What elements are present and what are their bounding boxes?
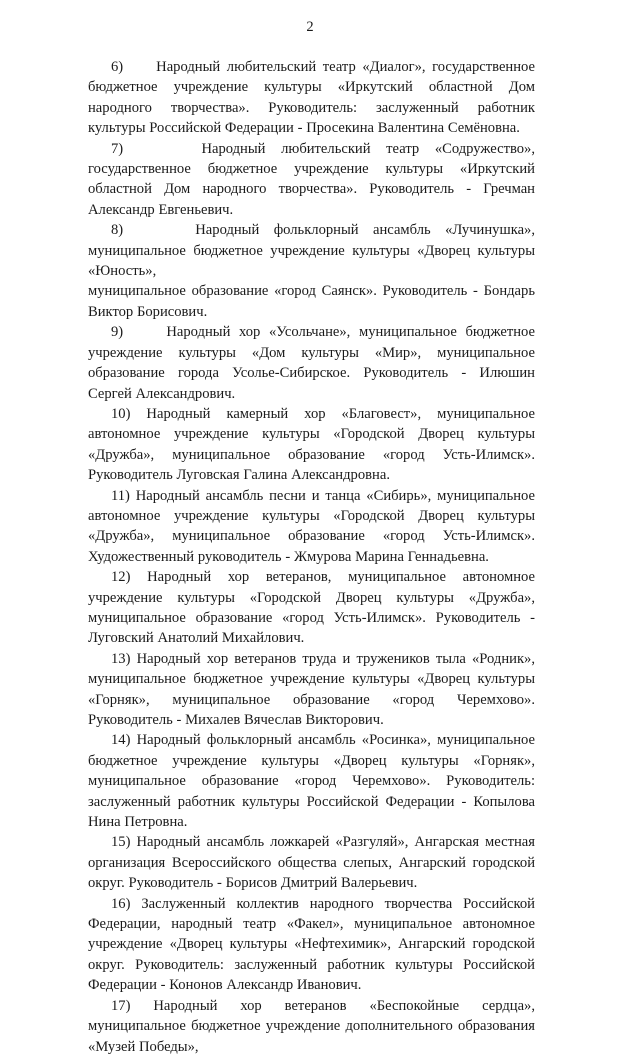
tab-gap [123, 59, 156, 75]
list-item: 11) Народный ансамбль песни и танца «Сибирь», муниципальное автономное учреждение культуры «Городской Дворец культуры «Дружба», муниципальное образование «город Усть-Илимск». Художественный руководитель - Жмурова Марина Геннадьевна. [88, 487, 535, 565]
tab-gap [123, 222, 195, 238]
list-item: 13) Народный хор ветеранов труда и тружеников тыла «Родник», муниципальное бюджетное учреждение культуры «Дворец культуры «Горняк», муниципальное образование «город Черемхово». Руководитель - Михалев Вячеслав Викторович. [88, 650, 535, 728]
list-item: 6) Народный любительский театр «Диалог», государственное бюджетное учреждение культуры «Иркутский областной Дом народного творчества». Руководитель: заслуженный работник культуры Российской Федерации - Просекина Валентина Семёновна. [88, 59, 535, 137]
list-item [88, 220, 535, 322]
list-item: 7) Народный любительский театр «Содружество», государственное бюджетное учреждение культуры «Иркутский областной Дом народного творчества». Руководитель - Гречман Александр Евгеньевич. [88, 140, 535, 218]
list-item: 9) Народный хор «Усольчане», муниципальное бюджетное учреждение культуры «Дом культуры «Мир», муниципальное образование города Усолье-Сибирское. Руководитель - Илюшин Сергей Александрович. [88, 324, 535, 402]
list-item-line: 8) Народный фольклорный ансамбль «Лучинушка», муниципальное бюджетное учреждение культуры «Дворец культуры «Юность», [88, 222, 535, 280]
document-body [88, 57, 535, 1057]
list-item: 14) Народный фольклорный ансамбль «Росинка», муниципальное бюджетное учреждение культуры «Дворец культуры «Горняк», муниципальное образование «город Черемхово». Руководитель: заслуженный работник культуры Российской Федерации - Копылова Нина Петровна. [88, 732, 535, 831]
list-item: 12) Народный хор ветеранов, муниципальное автономное учреждение культуры «Городской Дворец культуры «Дружба», муниципальное образование «город Усть-Илимск». Руководитель - Луговский Анатолий Михайлович. [88, 569, 535, 647]
tab-gap [123, 141, 201, 157]
page-number: 2 [306, 19, 314, 35]
list-item: 17) Народный хор ветеранов «Беспокойные сердца», муниципальное бюджетное учреждение дополнительного образования «Музей Победы», [88, 997, 535, 1055]
tab-gap [123, 324, 166, 340]
list-item-line: муниципальное образование «город Саянск». Руководитель - Бондарь Виктор Борисович. [88, 283, 535, 320]
list-item: 15) Народный ансамбль ложкарей «Разгуляй», Ангарская местная организация Всероссийского общества слепых, Ангарский городской округ. Руководитель - Борисов Дмитрий Валерьевич. [88, 834, 535, 892]
list-item: 10) Народный камерный хор «Благовест», муниципальное автономное учреждение культуры «Городской Дворец культуры «Дружба», муниципальное образование «город Усть-Илимск». Руководитель Луговская Галина Александровна. [88, 405, 535, 484]
list-item: 16) Заслуженный коллектив народного творчества Российской Федерации, народный театр «Факел», муниципальное автономное учреждение «Дворец культуры «Нефтехимик», Ангарский городской округ. Руководитель: заслуженный работник культуры Российской Федерации - Кононов Александр Иванович. [88, 895, 535, 994]
